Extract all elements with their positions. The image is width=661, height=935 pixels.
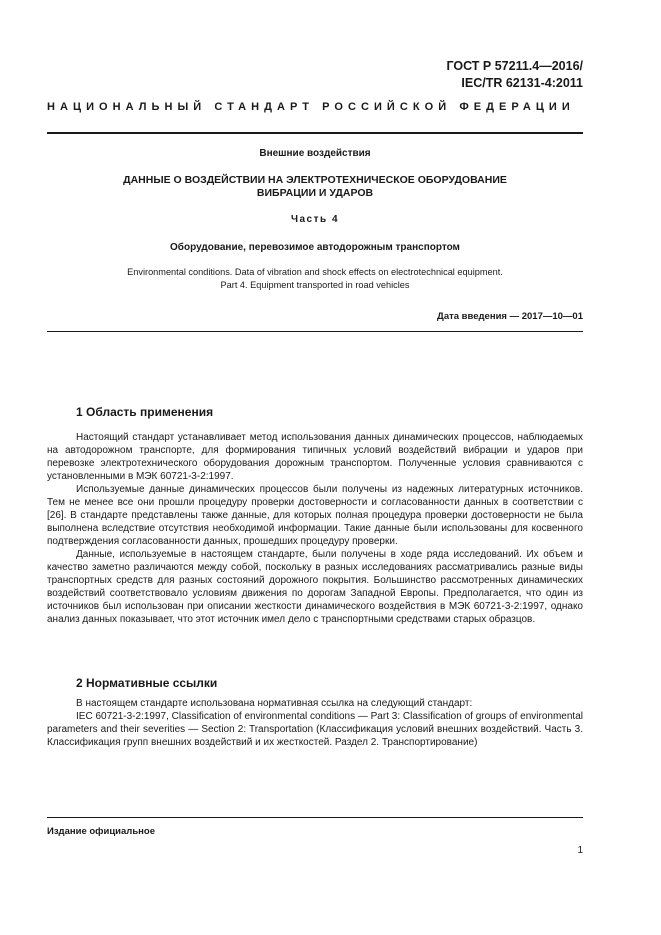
section-2-paragraph-1: В настоящем стандарте использована нормативная ссылка на следующий стандарт: — [76, 698, 473, 709]
document-number-line-1: ГОСТ Р 57211.4—2016/ — [446, 59, 583, 73]
header-divider — [47, 132, 583, 134]
part-title: Оборудование, перевозимое автодорожным транспортом — [170, 242, 460, 253]
national-standard-banner: НАЦИОНАЛЬНЫЙ СТАНДАРТ РОССИЙСКОЙ ФЕДЕРАЦИИ — [47, 101, 575, 113]
document-title-line-2: ВИБРАЦИИ И УДАРОВ — [256, 187, 374, 199]
date-divider — [47, 331, 583, 332]
document-number — [446, 58, 583, 92]
section-1-paragraph-1: Настоящий стандарт устанавливает метод использования данных динамических процессов, наблюдаемых на автодорожном транспорте, для формирования типичных условий воздействий вибрации и ударов при перевозке электротехнического оборудования дорожным транспортом. Полученные условия сравниваются с установленными в МЭК 60721-3-2:1997. — [47, 432, 583, 482]
section-2-heading: 2 Нормативные ссылки — [76, 676, 218, 690]
section-2-paragraph-2: IEC 60721-3-2:1997, Classification of environmental conditions — Part 3: Classification of groups of environmental parameters and their severities — Section 2: Transportation (Классификация условий внешних воздействий. Часть 3. Классификация групп внешних воздействий и их жесткостей. Раздел 2. Транспортирование) — [47, 711, 583, 748]
section-1-paragraph-3: Данные, используемые в настоящем стандарте, были получены в ходе ряда исследований. Их объем и качество заметно различаются между собой, поскольку в разных исследованиях рассматривались разные виды транспортных средств для разных состояний дорожного покрытия. Большинство рассмотренных динамических воздействий соответствовало условиям движения по дорогам Западной Европы. Предполагается, что один из источников был использован при описании жесткости динамического воздействия в МЭК 60721-3-2:1997, однако анализ данных показывает, что этот источник имел дело с транспортными средствами старых образцов. — [47, 549, 583, 625]
english-title-line-1: Environmental conditions. Data of vibration and shock effects on electrotechnical equipment. — [127, 267, 503, 277]
introduction-date: Дата введения — 2017—10—01 — [437, 311, 583, 322]
section-1-heading: 1 Область применения — [76, 405, 214, 419]
english-title — [47, 266, 583, 292]
document-number-line-2: IEC/TR 62131-4:2011 — [461, 76, 583, 90]
part-number: Часть 4 — [290, 214, 340, 225]
document-title-line-1: ДАННЫЕ О ВОЗДЕЙСТВИИ НА ЭЛЕКТРОТЕХНИЧЕСКОЕ ОБОРУДОВАНИЕ — [123, 174, 507, 186]
official-edition-note: Издание официальное — [47, 826, 155, 837]
page-number: 1 — [577, 845, 583, 856]
document-title — [47, 174, 583, 200]
standard-group: Внешние воздействия — [259, 148, 371, 159]
section-2-body — [47, 697, 583, 749]
section-1-paragraph-2: Используемые данные динамических процессов были получены из надежных литературных источников. Тем не менее все они прошли процедуру проверки достоверности и согласованности данных в соответствии с [26]. В стандарте представлены также данные, для которых полная процедура проверки достоверности не была выполнена вследствие отсутствия необходимой информации. Такие данные были использованы для косвенного подтверждения согласованности данных, прошедших процедуру проверки. — [47, 484, 583, 547]
english-title-line-2: Part 4. Equipment transported in road vehicles — [220, 280, 410, 290]
footer-divider — [47, 817, 583, 818]
section-1-body — [47, 431, 583, 626]
